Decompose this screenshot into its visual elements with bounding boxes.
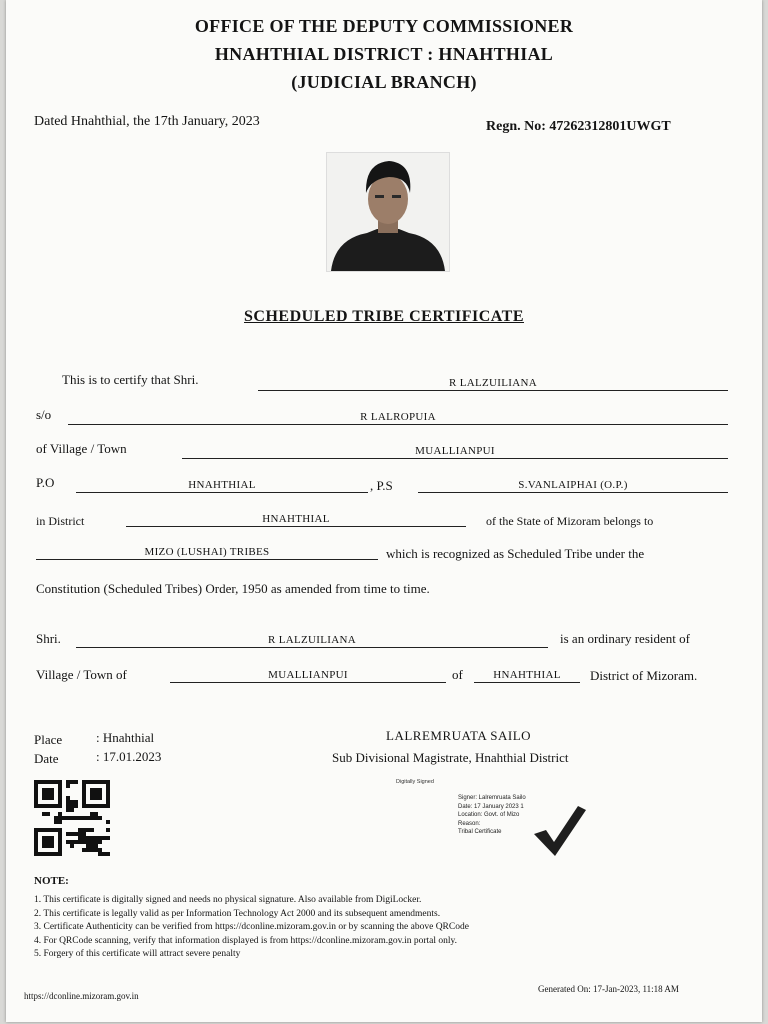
signatory-name: LALREMRUATA SAILO <box>386 728 532 743</box>
constitution-label: Constitution (Scheduled Tribes) Order, 1950 as amended from time to time. <box>36 581 430 596</box>
dated-line: Dated Hnahthial, the 17th January, 2023 <box>34 114 260 129</box>
note-item: 4. For QRCode scanning, verify that information displayed is from https://dconline.mizoram.gov.in portal only. <box>34 935 458 946</box>
note-title: NOTE: <box>34 875 69 887</box>
certify-label: This is to certify that Shri. <box>62 372 199 387</box>
digitally-signed-heading: Digitally Signed <box>396 779 434 785</box>
ps-field: S.VANLAIPHAI (O.P.) <box>418 478 728 493</box>
branch-title: (JUDICIAL BRANCH) <box>291 72 477 92</box>
signature-check <box>528 800 590 862</box>
signature-detail-line: Tribal Certificate <box>458 829 502 835</box>
date-value: : 17.01.2023 <box>96 749 162 764</box>
son-of-label: s/o <box>36 407 52 422</box>
place-label: Place <box>34 732 63 747</box>
note-item: 2. This certificate is legally valid as per Information Technology Act 2000 and its subsequent amendments. <box>34 908 441 919</box>
applicant-photo <box>326 152 450 272</box>
signature-detail-line: Location: Govt. of Mizo <box>458 812 520 818</box>
village-town-label: of Village / Town <box>36 441 127 456</box>
certificate-title-wrap <box>6 308 762 326</box>
ordinary-resident-label: is an ordinary resident of <box>560 631 690 646</box>
signature-detail-line: Reason: <box>458 820 481 827</box>
note-item: 1. This certificate is digitally signed and needs no physical signature. Also available from DigiLocker. <box>34 895 422 905</box>
name-field: R LALZUILIANA <box>258 376 728 391</box>
resident-district-field: HNAHTHIAL <box>474 668 580 683</box>
village-field: MUALLIANPUI <box>182 444 728 459</box>
tribe-field: MIZO (LUSHAI) TRIBES <box>36 545 378 560</box>
certificate-title: SCHEDULED TRIBE CERTIFICATE <box>244 308 524 325</box>
ps-label: , P.S <box>370 478 393 493</box>
generated-on: Generated On: 17-Jan-2023, 11:18 AM <box>538 984 679 994</box>
resident-village-field: MUALLIANPUI <box>170 668 446 683</box>
checkmark-icon <box>528 800 590 862</box>
in-district-label: in District <box>36 514 85 528</box>
certificate-page <box>6 0 762 1022</box>
district-of-mizoram-label: District of Mizoram. <box>590 668 698 683</box>
village-town-of-label: Village / Town of <box>36 667 127 682</box>
resident-name-field: R LALZUILIANA <box>76 633 548 648</box>
district-title: HNAHTHIAL DISTRICT : HNAHTHIAL <box>214 44 554 64</box>
note-item: 5. Forgery of this certificate will attract severe penalty <box>34 949 241 959</box>
signature-details <box>458 794 526 837</box>
note-item: 3. Certificate Authenticity can be verified from https://dconline.mizoram.gov.in or by scanning the above QRCode <box>34 922 469 932</box>
office-title: OFFICE OF THE DEPUTY COMMISSIONER <box>194 16 574 36</box>
date-label: Date <box>34 751 59 766</box>
person-photo-icon <box>327 153 449 271</box>
note-list <box>34 894 469 962</box>
footer-url[interactable]: https://dconline.mizoram.gov.in <box>24 991 139 1001</box>
signature-detail-line: Signer: Lalremruata Sailo <box>458 795 526 801</box>
registration-number: Regn. No: 47262312801UWGT <box>486 119 671 134</box>
recognized-label: which is recognized as Scheduled Tribe under the <box>386 546 645 561</box>
qr-code-icon <box>34 780 110 856</box>
state-belongs-label: of the State of Mizoram belongs to <box>486 514 654 528</box>
signature-detail-line: Date: 17 January 2023 1 <box>458 803 524 810</box>
father-name-field: R LALROPUIA <box>68 410 728 425</box>
place-value: : Hnahthial <box>96 730 155 745</box>
qr-code[interactable] <box>34 780 110 856</box>
of-label: of <box>452 667 463 682</box>
district-field: HNAHTHIAL <box>126 512 466 527</box>
po-field: HNAHTHIAL <box>76 478 368 493</box>
signatory-designation: Sub Divisional Magistrate, Hnahthial District <box>332 750 569 765</box>
shri-label: Shri. <box>36 631 61 646</box>
po-label: P.O <box>36 475 55 490</box>
